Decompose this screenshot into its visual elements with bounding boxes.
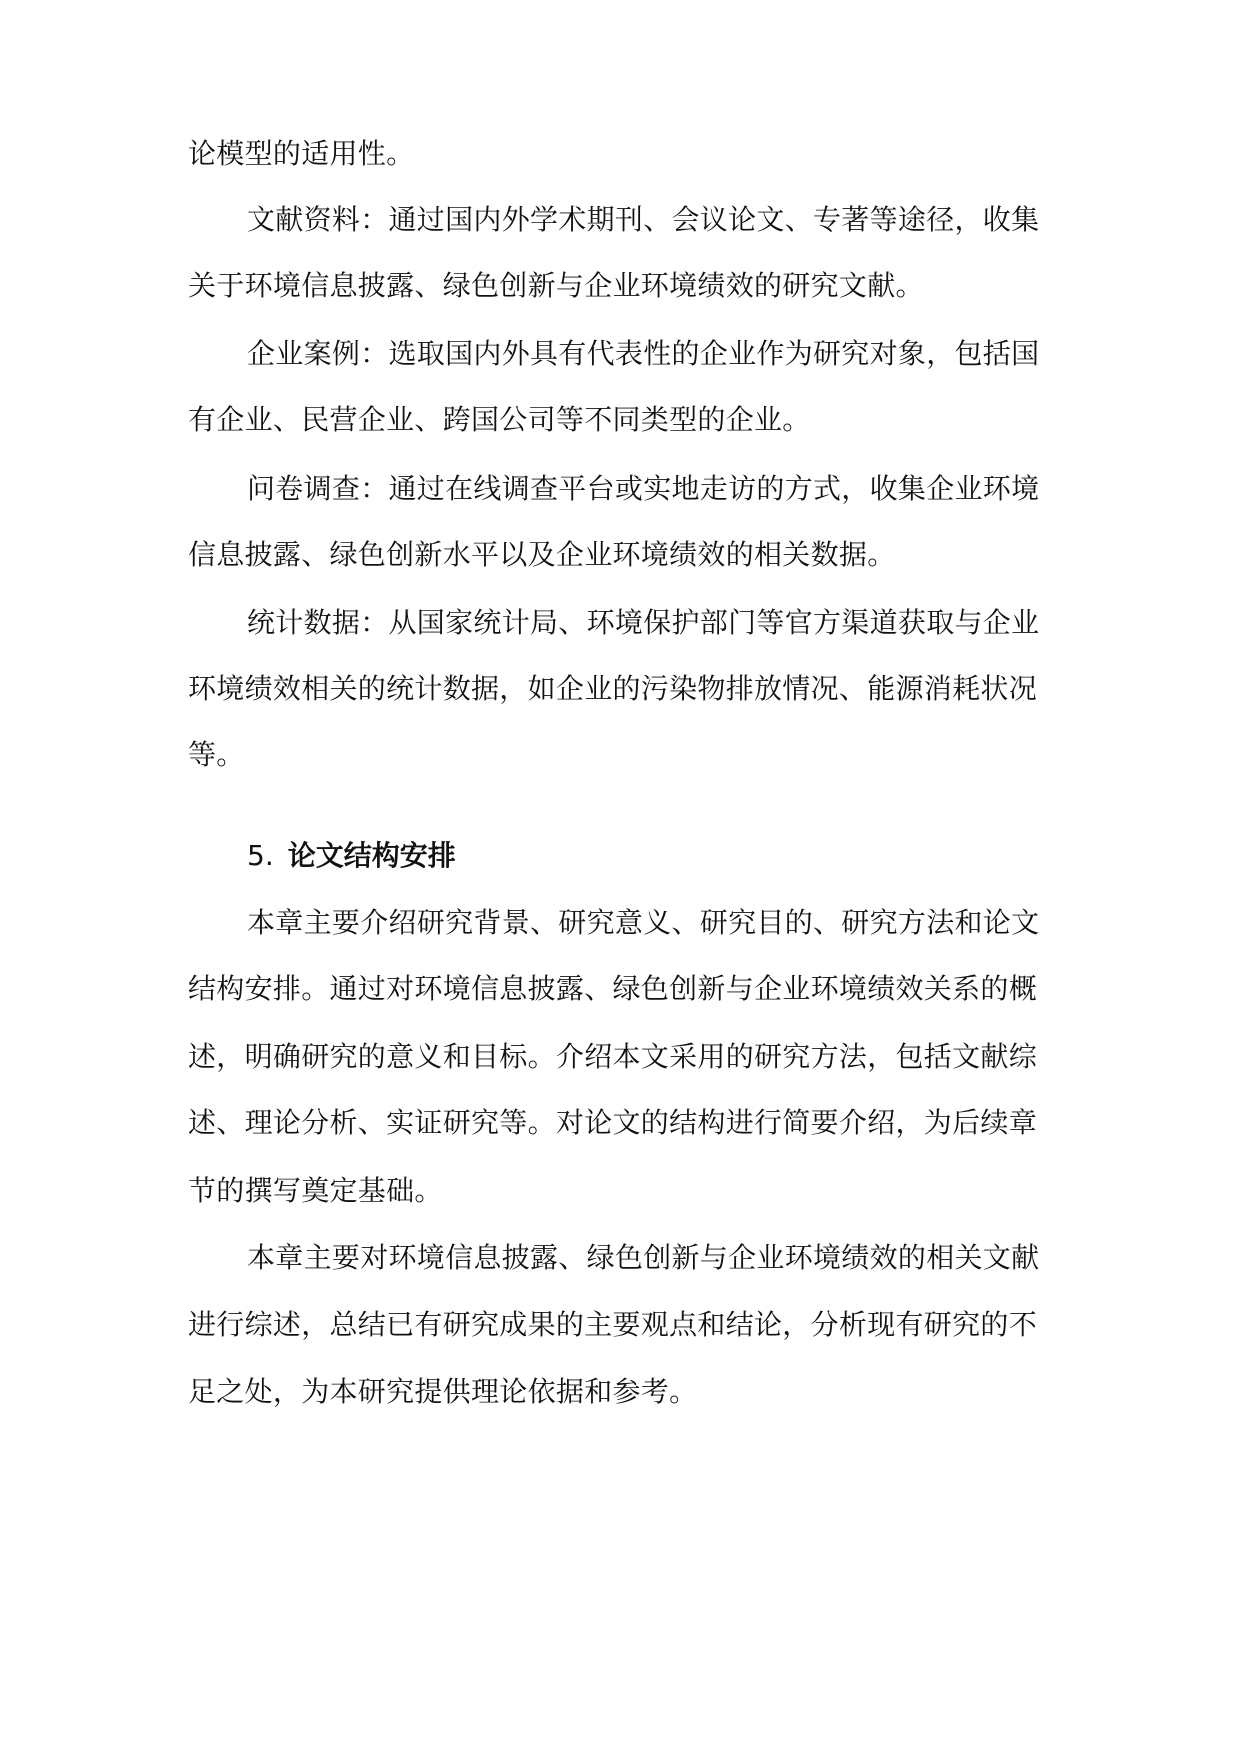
paragraph-line: 本章主要对环境信息披露、绿色创新与企业环境绩效的相关文献 bbox=[247, 1241, 1040, 1274]
paragraph-line: 述、理论分析、实证研究等。对论文的结构进行简要介绍，为后续章 bbox=[188, 1106, 1038, 1139]
paragraph-line: 进行综述，总结已有研究成果的主要观点和结论，分析现有研究的不 bbox=[188, 1308, 1038, 1341]
paragraph-line: 问卷调查：通过在线调查平台或实地走访的方式，收集企业环境 bbox=[247, 472, 1040, 505]
paragraph-line: 企业案例：选取国内外具有代表性的企业作为研究对象，包括国 bbox=[247, 337, 1040, 370]
paragraph-line: 本章主要介绍研究背景、研究意义、研究目的、研究方法和论文 bbox=[247, 906, 1040, 939]
paragraph-line: 文献资料：通过国内外学术期刊、会议论文、专著等途径，收集 bbox=[247, 203, 1040, 236]
paragraph-line: 足之处，为本研究提供理论依据和参考。 bbox=[188, 1375, 698, 1408]
paragraph-line: 关于环境信息披露、绿色创新与企业环境绩效的研究文献。 bbox=[188, 269, 924, 302]
paragraph-line: 结构安排。通过对环境信息披露、绿色创新与企业环境绩效关系的概 bbox=[188, 972, 1038, 1005]
section-heading bbox=[247, 836, 456, 876]
paragraph-line: 统计数据：从国家统计局、环境保护部门等官方渠道获取与企业 bbox=[247, 606, 1040, 639]
paragraph-line: 信息披露、绿色创新水平以及企业环境绩效的相关数据。 bbox=[188, 538, 896, 571]
paragraph-line: 有企业、民营企业、跨国公司等不同类型的企业。 bbox=[188, 403, 811, 436]
paragraph-line: 述，明确研究的意义和目标。介绍本文采用的研究方法，包括文献综 bbox=[188, 1040, 1038, 1073]
section-number: 5. bbox=[247, 839, 274, 872]
section-title: 论文结构安排 bbox=[287, 839, 456, 872]
paragraph-line: 节的撰写奠定基础。 bbox=[188, 1174, 443, 1207]
paragraph-line: 环境绩效相关的统计数据，如企业的污染物排放情况、能源消耗状况 bbox=[188, 672, 1038, 705]
paragraph-line: 论模型的适用性。 bbox=[188, 137, 415, 170]
paragraph-line: 等。 bbox=[188, 738, 245, 771]
